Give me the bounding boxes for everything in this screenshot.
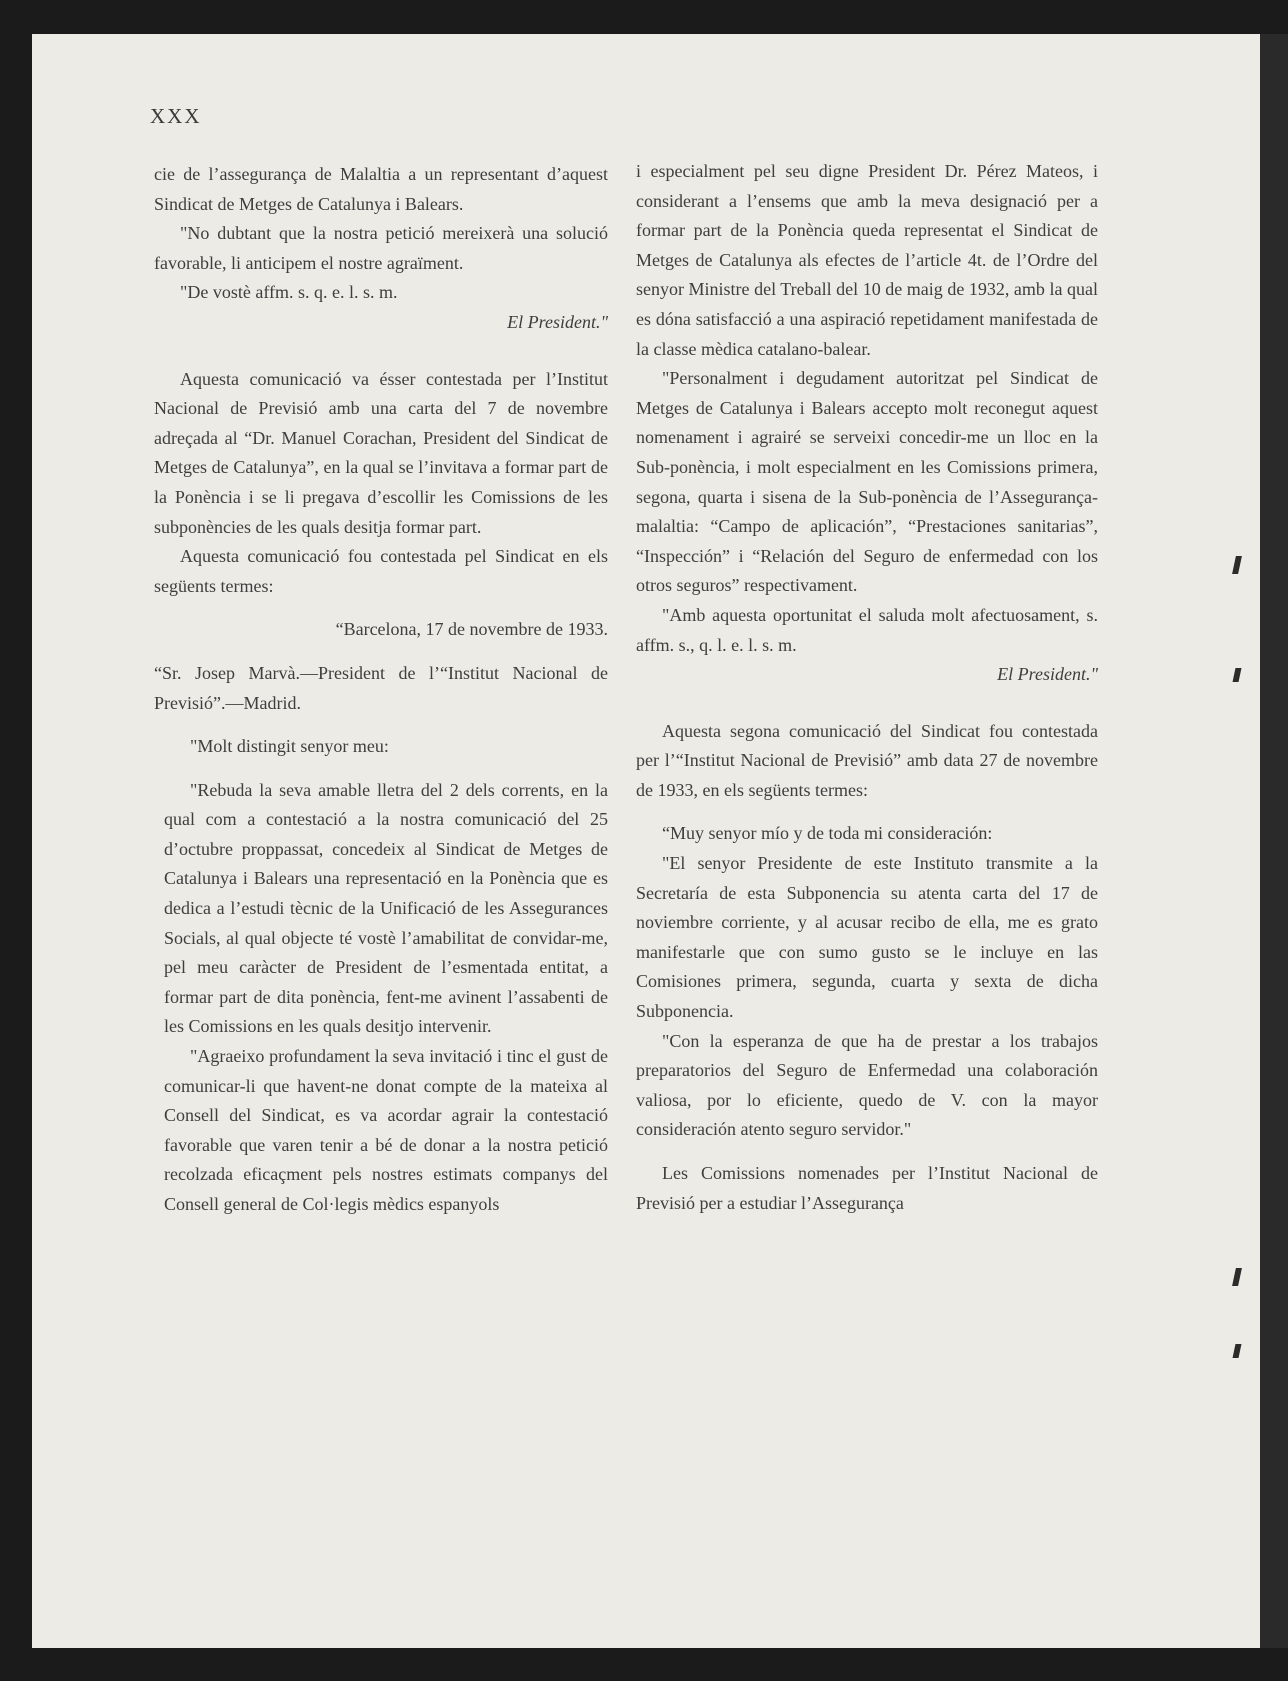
paragraph: Aquesta comunicació va ésser contestada per l’Institut Nacional de Previsió amb una carta del 7 de novembre adreçada al “Dr. Manuel Corachan, President del Sindicat de Metges de Catalunya”, en la qual se l’invitava a formar part de la Ponència i se li pregava d’escollir les Comissions de les subponències de les quals desitja formar part. bbox=[154, 368, 608, 537]
paragraph: Aquesta comunicació fou contestada pel Sindicat en els següents termes: bbox=[154, 546, 608, 596]
paragraph: “Muy senyor mío y de toda mi consideración: bbox=[662, 823, 993, 844]
paragraph: "El senyor Presidente de este Instituto transmite a la Secretaría de esta Subponencia su atenta carta del 17 de noviembre corriente, y al acusar recibo de ella, me es grato manifestarle que con sumo gusto se le incluye en las Comisiones primera, segunda, cuarta y sexta de dicha Subponencia. bbox=[636, 853, 1098, 1022]
paragraph: "Personalment i degudament autoritzat pel Sindicat de Metges de Catalunya i Balears accepto molt reconegut aquest nomenament i agrairé se serveixi concedir-me un lloc en la Sub-ponència, i molt especialment en les Comissions primera, segona, quarta i sisena de la Sub-ponència de l’Assegurança-malaltia: “Campo de aplicación”, “Prestaciones sanitarias”, “Inspección” i “Relación del Seguro de enfermedad con los otros seguros” respectivament. bbox=[636, 368, 1098, 596]
paragraph: "No dubtant que la nostra petició mereixerà una solució favorable, li anticipem el nostre agraïment. bbox=[154, 223, 608, 273]
paragraph: "Molt distingit senyor meu: bbox=[190, 736, 389, 757]
signature: El President." bbox=[507, 311, 608, 332]
paragraph: "Rebuda la seva amable lletra del 2 dels corrents, en la qual com a contestació a la nostra comunicació del 25 d’octubre proppassat, concedeix al Sindicat de Metges de Catalunya i Balears una representació en la Ponència que es dedica a l’estudi tècnic de la Unificació de les Assegurances Socials, al qual objecte té vostè l’amabilitat de convidar-me, pel meu caràcter de President de l’esmentada entitat, a formar part de dita ponència, fent-me avinent l’assabenti de les Comissions en les quals desitjo intervenir. bbox=[164, 779, 608, 1037]
paragraph: "Amb aquesta oportunitat el saluda molt afectuosament, s. affm. s., q. l. e. l. s. m. bbox=[636, 604, 1098, 655]
paragraph: i especialment pel seu digne President Dr. Pérez Mateos, i considerant a l’ensems que amb la meva designació per a formar part de la Ponència queda representat el Sindicat de Metges de Catalunya als efectes de l’article 4t. de l’Ordre del senyor Ministre del Treball del 10 de maig de 1932, amb la qual es dóna satisfacció a una aspiració repetidament manifestada de la classe mèdica catalano-balear. bbox=[636, 161, 1098, 359]
right-column bbox=[636, 157, 1098, 1218]
paragraph: "Agraeixo profundament la seva invitació i tinc el gust de comunicar-li que havent-ne donat compte de la mateixa al Consell del Sindicat, es va acordar agrair la contestació favorable que varen tenir a bé de donar a la nostra petició recolzada eficaçment pels nostres estimats companys del Consell general de Col·legis mèdics espanyols bbox=[164, 1046, 608, 1214]
paragraph: Aquesta segona comunicació del Sindicat fou contestada per l’“Institut Nacional de Previsió” amb data 27 de novembre de 1933, en els següents termes: bbox=[636, 720, 1098, 800]
paragraph: "Con la esperanza de que ha de prestar a los trabajos preparatorios del Seguro de Enfermedad una colaboración valiosa, por lo eficiente, quedo de V. con la mayor consideración atento seguro servidor." bbox=[636, 1030, 1098, 1140]
paragraph: "De vostè affm. s. q. e. l. s. m. bbox=[180, 282, 398, 303]
paragraph: Les Comissions nomenades per l’Institut Nacional de Previsió per a estudiar l’Assegurança bbox=[636, 1163, 1098, 1213]
left-column bbox=[154, 160, 608, 1220]
paragraph: cie de l’assegurança de Malaltia a un representant d’aquest Sindicat de Metges de Catalunya i Balears. bbox=[154, 164, 608, 214]
page-number: XXX bbox=[150, 104, 202, 128]
paragraph: “Barcelona, 17 de novembre de 1933. bbox=[335, 619, 608, 640]
paragraph: “Sr. Josep Marvà.—President de l’“Institut Nacional de Previsió”.—Madrid. bbox=[154, 662, 608, 713]
signature: El President." bbox=[997, 664, 1098, 685]
page-edge bbox=[1260, 34, 1288, 1648]
